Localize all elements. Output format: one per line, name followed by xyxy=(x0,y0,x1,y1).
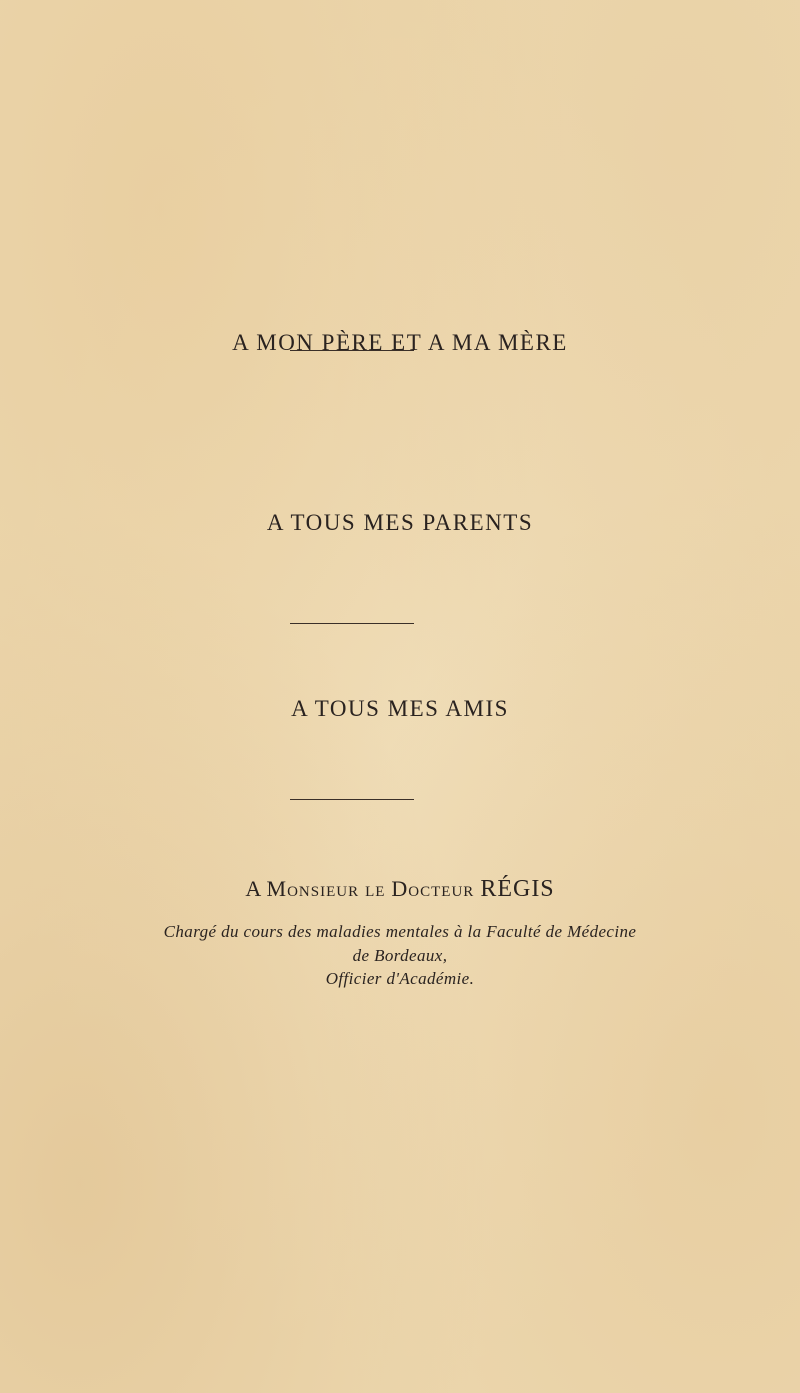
doctor-le: le xyxy=(365,876,386,901)
doctor-title-line-1: Chargé du cours des maladies mentales à la Faculté de Médecine xyxy=(163,922,637,941)
separator-rule-2 xyxy=(290,623,414,624)
separator-rule-3 xyxy=(290,799,414,800)
doctor-title-line-2: de Bordeaux, xyxy=(352,946,448,965)
dedication-relatives: A TOUS MES PARENTS xyxy=(266,510,534,535)
doctor-prefix: A xyxy=(245,876,261,901)
dedication-doctor xyxy=(0,876,800,903)
doctor-name: RÉGIS xyxy=(480,876,555,902)
doctor-title-line-3: Officier d'Académie. xyxy=(325,969,475,988)
separator-rule-1 xyxy=(290,350,414,351)
doctor-monsieur: Monsieur xyxy=(266,876,360,901)
doctor-docteur: Docteur xyxy=(391,876,475,901)
dedication-friends: A TOUS MES AMIS xyxy=(291,696,509,721)
dedication-parents: A MON PÈRE ET A MA MÈRE xyxy=(232,330,568,355)
